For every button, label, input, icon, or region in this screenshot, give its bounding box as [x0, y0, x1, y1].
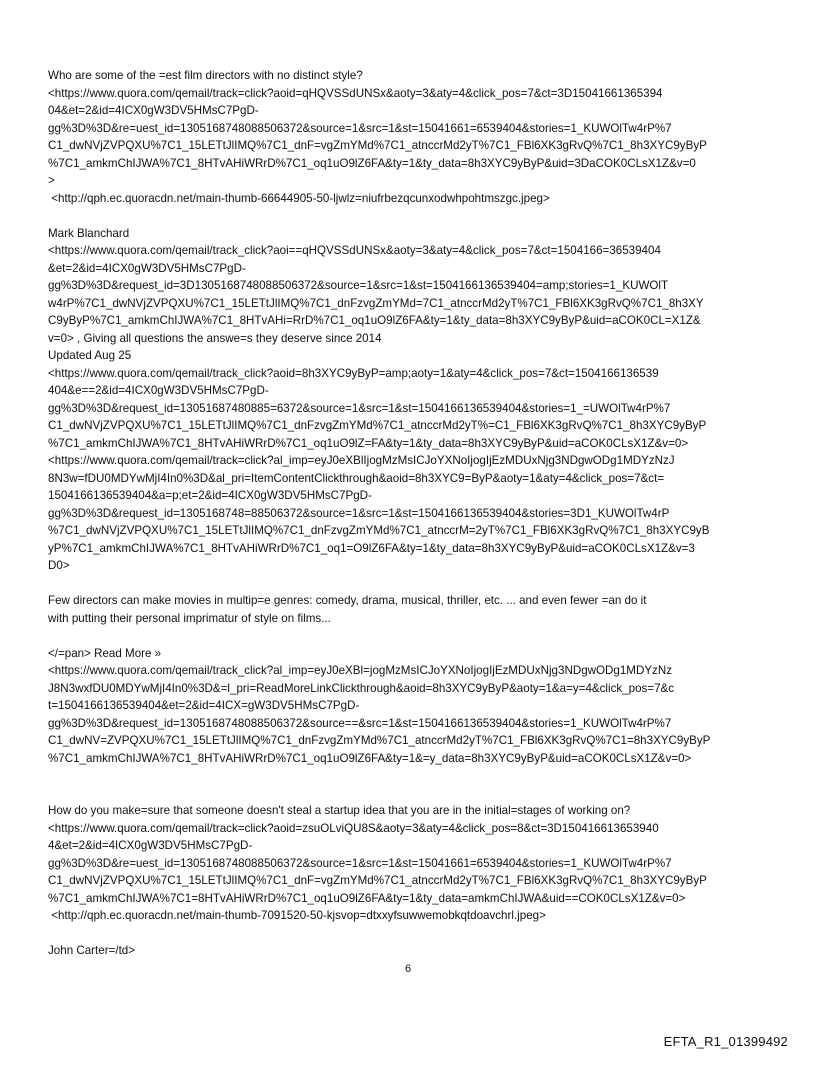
text-line: 8N3w=fDU0MDYwMjI4In0%3D&al_pri=ItemContentClickthrough&aoid=8h3XYC9=ByP&aoty=1&aty=4&click_pos=7&ct= — [48, 471, 665, 485]
blank-line — [48, 207, 776, 225]
page-number: 6 — [404, 963, 412, 975]
text-line: yP%7C1_amkmChIJWA%7C1_8HTvAHiWRrD%7C1_oq1=O9lZ6FA&ty=1&ty_data=8h3XYC9yByP&uid=aCOK0CLsX1Z&v=3 — [48, 541, 695, 555]
text-line: J8N3wxfDU0MDYwMjI4In0%3D&=l_pri=ReadMoreLinkClickthrough&aoid=8h3XYC9yByP&aoty=1&a=y=4&click_pos=7&c — [48, 681, 675, 695]
text-line: %7C1_amkmChIJWA%7C1=8HTvAHiWRrD%7C1_oq1uO9lZ6FA&ty=1&ty_data=amkmChIJWA&uid==COK0CLsX1Z&v=0> — [48, 891, 686, 905]
text-line: Updated Aug 25 — [48, 349, 132, 362]
text-line: Few directors can make movies in multip=e genres: comedy, drama, musical, thriller, etc. ... and even fewer =an do it — [48, 594, 647, 607]
text-line: <http://qph.ec.quoracdn.net/main-thumb-7091520-50-kjsvop=dtxxyfsuwwemobkqtdoavchrl.jpeg> — [48, 909, 546, 922]
blank-line — [48, 767, 776, 785]
text-line: gg%3D%3D&request_id=1305168748=88506372&source=1&src=1&st=1504166136539404&stories=3D1_KUWOlTw4rP — [48, 506, 670, 520]
text-line: <https://www.quora.com/qemail/track_click?aoi==qHQVSSdUNSx&aoty=3&aty=4&click_pos=7&ct=1504166=36539404 — [48, 244, 661, 257]
text-line: C1_dwNV=ZVPQXU%7C1_15LETtJlIMQ%7C1_dnFzvgZmYMd%7C1_atnccrMd2yT%7C1_FBl6XK3gRvQ%7C1=8h3XYC9yByP — [48, 734, 711, 747]
text-line: %7C1_dwNVjZVPQXU%7C1_15LETtJlIMQ%7C1_dnFzvgZmYMd%7C1_atnccrM=2yT%7C1_FBl6XK3gRvQ%7C1_8h3XYC9yB — [48, 524, 710, 537]
text-line: > — [48, 174, 55, 187]
text-line: C1_dwNVjZVPQXU%7C1_15LETtJlIMQ%7C1_dnFzvgZmYMd%7C1_atnccrMd2yT%=C1_FBl6XK3gRvQ%7C1_8h3XYC9yByP — [48, 419, 707, 432]
document-identifier: EFTA_R1_01399492 — [663, 1034, 788, 1049]
text-line: Who are some of the =est film directors with no distinct style? — [48, 69, 363, 82]
text-line: 1504166136539404&a=p;et=2&id=4ICX0gW3DV5HMsC7PgD- — [48, 489, 372, 502]
text-line: C1_dwNVjZVPQXU%7C1_15LETtJlIMQ%7C1_dnF=vgZmYMd%7C1_atnccrMd2yT%7C1_FBl6XK3gRvQ%7C1_8h3XYC9yByP — [48, 874, 707, 887]
text-line: </=pan> Read More » — [48, 646, 162, 660]
text-line: w4rP%7C1_dwNVjZVPQXU%7C1_15LETtJlIMQ%7C1_dnFzvgZmYMd=7C1_atnccrMd2yT%7C1_FBl6XK3gRvQ%7C1_8h3XY — [48, 296, 704, 310]
text-line: <https://www.quora.com/qemail/track_click?aoid=8h3XYC9yByP=amp;aoty=1&aty=4&click_pos=7&ct=1504166136539 — [48, 366, 659, 380]
text-line: D0> — [48, 559, 70, 572]
text-line: gg%3D%3D&request_id=3D1305168748088506372&source=1&src=1&st=1504166136539404=amp;stories=1_KUWOlT — [48, 279, 669, 292]
text-line: <https://www.quora.com/qemail/track=click?aoid=zsuOLviQU8S&aoty=3&aty=4&click_pos=8&ct=3D150416613653940 — [48, 821, 659, 835]
text-line: C9yByP%7C1_amkmChIJWA%7C1_8HTvAHi=RrD%7C1_oq1uO9lZ6FA&ty=1&ty_data=8h3XYC9yByP&uid=aCOK0CL=X1Z& — [48, 314, 701, 327]
text-line: C1_dwNVjZVPQXU%7C1_15LETtJlIMQ%7C1_dnF=vgZmYMd%7C1_atnccrMd2yT%7C1_FBl6XK3gRvQ%7C1_8h3XYC9yByP — [48, 139, 707, 152]
text-line: gg%3D%3D&request_id=13051687480885=6372&source=1&src=1&st=1504166136539404&stories=1_=UWOlTw4rP%7 — [48, 401, 671, 415]
text-line: %7C1_amkmChIJWA%7C1_8HTvAHiWRrD%7C1_oq1uO9lZ6FA&ty=1&ty_data=8h3XYC9yByP&uid=3DaCOK0CLsX1Z&v=0 — [48, 156, 696, 170]
blank-line — [48, 925, 776, 943]
text-line: %7C1_amkmChIJWA%7C1_8HTvAHiWRrD%7C1_oq1uO9lZ=FA&ty=1&ty_data=8h3XYC9yByP&uid=aCOK0CLsX1Z&v=0> — [48, 436, 689, 450]
text-line: with putting their personal imprimatur of style on films... — [48, 611, 331, 625]
text-line: v=0> , Giving all questions the answe=s they deserve since 2014 — [48, 331, 382, 345]
text-line: %7C1_amkmChIJWA%7C1_8HTvAHiWRrD%7C1_oq1uO9lZ6FA&ty=1&=y_data=8h3XYC9yByP&uid=aCOK0CLsX1Z&v=0> — [48, 751, 692, 765]
text-line: 404&e==2&id=4ICX0gW3DV5HMsC7PgD- — [48, 384, 269, 397]
blank-line — [48, 785, 776, 803]
text-line: gg%3D%3D&re=uest_id=1305168748088506372&source=1&src=1&st=15041661=6539404&stories=1_KUWOlTw4rP%7 — [48, 856, 672, 870]
text-line: How do you make=sure that someone doesn't steal a startup idea that you are in the initial=stages of working on? — [48, 804, 631, 817]
text-line: <https://www.quora.com/qemail/track=click?al_imp=eyJ0eXBlIjogMzMsICJoYXNoIjogIjEzMDUxNjg3NDgwODg1MDYzNzJ — [48, 454, 675, 467]
blank-line — [48, 627, 776, 645]
document-body — [48, 67, 776, 960]
text-line: 4&et=2&id=4ICX0gW3DV5HMsC7PgD- — [48, 839, 253, 852]
text-line: <http://qph.ec.quoracdn.net/main-thumb-66644905-50-ljwlz=niufrbezqcunxodwhpohtmszgc.jpeg> — [48, 191, 550, 205]
text-line: &et=2&id=4ICX0gW3DV5HMsC7PgD- — [48, 261, 246, 275]
text-line: gg%3D%3D&re=uest_id=1305168748088506372&source=1&src=1&st=15041661=6539404&stories=1_KUWOlTw4rP%7 — [48, 121, 672, 135]
text-line: Mark Blanchard — [48, 226, 130, 240]
text-line: gg%3D%3D&request_id=1305168748088506372&source==&src=1&st=1504166136539404&stories=1_KUWOlTw4rP%7 — [48, 716, 672, 730]
text-line: t=1504166136539404&et=2&id=4ICX=gW3DV5HMsC7PgD- — [48, 699, 360, 712]
text-line: 04&et=2&id=4ICX0gW3DV5HMsC7PgD- — [48, 104, 259, 117]
text-line: John Carter=/td> — [48, 944, 136, 957]
text-line: <https://www.quora.com/qemail/track=click?aoid=qHQVSSdUNSx&aoty=3&aty=4&click_pos=7&ct=3D15041661365394 — [48, 86, 663, 100]
blank-line — [48, 575, 776, 593]
text-line: <https://www.quora.com/qemail/track_click?al_imp=eyJ0eXBl=jogMzMsICJoYXNoIjogIjEzMDUxNjg3NDgwODg1MDYzNz — [48, 664, 673, 677]
